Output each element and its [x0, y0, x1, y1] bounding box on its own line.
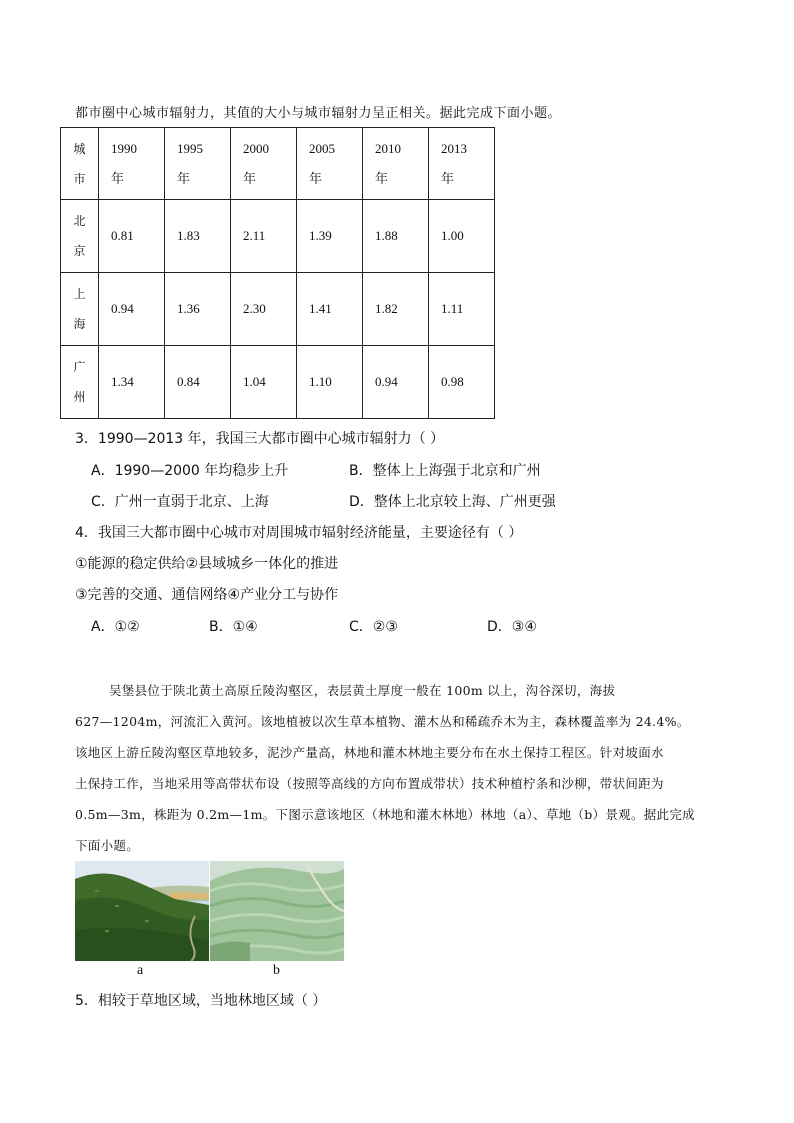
passage-line: 0.5m—3m，株距为 0.2m—1m。下图示意该地区（林地和灌木林地）林地（a）、草地（b）景观。据此完成	[75, 807, 695, 822]
q4-option-b[interactable]: B．①④	[209, 619, 258, 635]
table-header-row	[61, 128, 495, 200]
value-cell: 1.39	[297, 200, 363, 273]
figure-label-b: b	[273, 963, 280, 978]
table-row	[61, 346, 495, 419]
value-cell: 1.36	[165, 273, 231, 346]
question-3-stem: 3．1990—2013 年，我国三大都市圈中心城市辐射力（ ）	[75, 431, 445, 447]
value-cell: 0.98	[429, 346, 495, 419]
header-city: 城市	[61, 128, 99, 200]
value-cell: 1.82	[363, 273, 429, 346]
value-cell: 2.11	[231, 200, 297, 273]
header-year: 2010年	[363, 128, 429, 200]
value-cell: 1.34	[99, 346, 165, 419]
value-cell: 1.00	[429, 200, 495, 273]
value-cell: 1.83	[165, 200, 231, 273]
city-cell: 上海	[61, 273, 99, 346]
passage-line: 627—1204m，河流汇入黄河。该地植被以次生草本植物、灌木丛和稀疏乔木为主，森林覆盖率为 24.4%。	[75, 714, 690, 729]
passage	[75, 675, 725, 861]
grassland-photo-b	[210, 861, 344, 961]
value-cell: 1.88	[363, 200, 429, 273]
value-cell: 0.94	[99, 273, 165, 346]
city-cell: 广州	[61, 346, 99, 419]
value-cell: 0.94	[363, 346, 429, 419]
value-cell: 1.41	[297, 273, 363, 346]
q4-statements-line-1: ①能源的稳定供给②县域城乡一体化的推进	[75, 556, 339, 572]
q3-option-b[interactable]: B．整体上上海强于北京和广州	[349, 463, 541, 479]
value-cell: 2.30	[231, 273, 297, 346]
passage-line: 吴堡县位于陕北黄土高原丘陵沟壑区，表层黄土厚度一般在 100m 以上，沟谷深切，海拔	[109, 683, 616, 698]
header-year: 1995年	[165, 128, 231, 200]
value-cell: 0.84	[165, 346, 231, 419]
header-year: 2005年	[297, 128, 363, 200]
header-year: 1990年	[99, 128, 165, 200]
radiation-table	[60, 127, 495, 419]
city-cell: 北京	[61, 200, 99, 273]
header-year: 2000年	[231, 128, 297, 200]
value-cell: 0.81	[99, 200, 165, 273]
figure-label-a: a	[137, 963, 144, 978]
value-cell: 1.10	[297, 346, 363, 419]
table-row	[61, 200, 495, 273]
q4-option-c[interactable]: C．②③	[349, 619, 398, 635]
grassland-landscape-image	[210, 861, 344, 961]
q3-option-d[interactable]: D．整体上北京较上海、广州更强	[349, 494, 556, 510]
table-row	[61, 273, 495, 346]
q4-option-d[interactable]: D．③④	[487, 619, 537, 635]
intro-text: 都市圈中心城市辐射力，其值的大小与城市辐射力呈正相关。据此完成下面小题。	[75, 106, 562, 121]
value-cell: 1.11	[429, 273, 495, 346]
question-4-stem: 4．我国三大都市圈中心城市对周围城市辐射经济能量，主要途径有（ ）	[75, 525, 523, 541]
q4-option-a[interactable]: A．①②	[91, 619, 140, 635]
value-cell: 1.04	[231, 346, 297, 419]
passage-line: 下面小题。	[75, 838, 140, 853]
q3-option-c[interactable]: C．广州一直弱于北京、上海	[91, 494, 269, 510]
forest-photo-a	[75, 861, 209, 961]
q3-option-a[interactable]: A．1990—2000 年均稳步上升	[91, 463, 289, 479]
header-year: 2013年	[429, 128, 495, 200]
forest-landscape-image	[75, 861, 209, 961]
question-5-stem: 5．相较于草地区域，当地林地区域（ ）	[75, 993, 327, 1009]
passage-line: 该地区上游丘陵沟壑区草地较多，泥沙产量高，林地和灌木林地主要分布在水土保持工程区。针对坡面水	[75, 745, 664, 760]
passage-line: 土保持工作，当地采用等高带状布设（按照等高线的方向布置成带状）技术种植柠条和沙柳，带状间距为	[75, 776, 664, 791]
q4-statements-line-2: ③完善的交通、通信网络④产业分工与协作	[75, 587, 339, 603]
